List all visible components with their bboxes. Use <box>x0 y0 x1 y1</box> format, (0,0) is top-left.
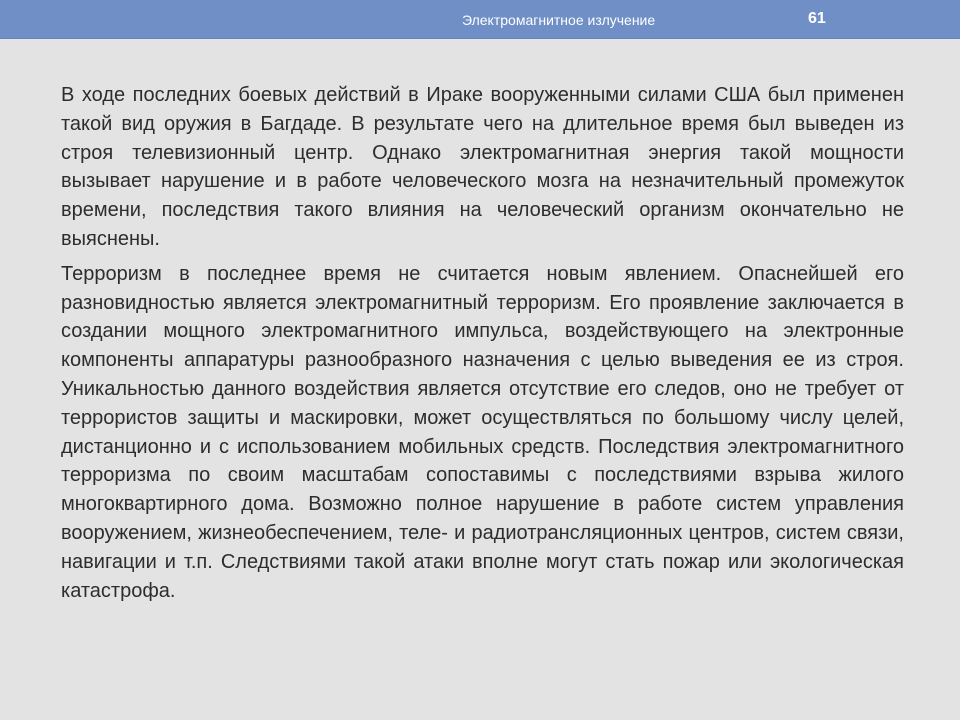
body-paragraph-2: Терроризм в последнее время не считается новым явлением. Опаснейшей его разновидностью является электромагнитный терроризм. Его проявление заключается в создании мощного электромагнитного импульса, воздействующего на электронные компоненты аппаратуры разнообразного назначения с целью выведения ее из строя. Уникальностью данного воздействия является отсутствие его следов, оно не требует от террористов защиты и маскировки, может осуществляться по большому числу целей, дистанционно и с использованием мобильных средств. Последствия электромагнитного терроризма по своим масштабам сопоставимы с последствиями взрыва жилого многоквартирного дома. Возможно полное нарушение в работе систем управления вооружением, жизнеобеспечением, теле- и радиотрансляционных центров, систем связи, навигации и т.п. Следствиями такой атаки вполне могут стать пожар или экологическая катастрофа. <box>61 262 904 602</box>
body-paragraph-1: В ходе последних боевых действий в Ираке вооруженными силами США был применен такой вид оружия в Багдаде. В результате чего на длительное время был выведен из строя телевизионный центр. Однако электромагнитная энергия такой мощности вызывает нарушение и в работе человеческого мозга на незначительный промежуток времени, последствия такого влияния на человеческий организм окончательно не выяснены. <box>61 84 904 250</box>
slide-page-number: 61 <box>808 10 826 27</box>
slide-header-bar <box>0 0 960 39</box>
slide-title: Электромагнитное излучение <box>462 12 656 28</box>
slide-body <box>61 81 904 611</box>
